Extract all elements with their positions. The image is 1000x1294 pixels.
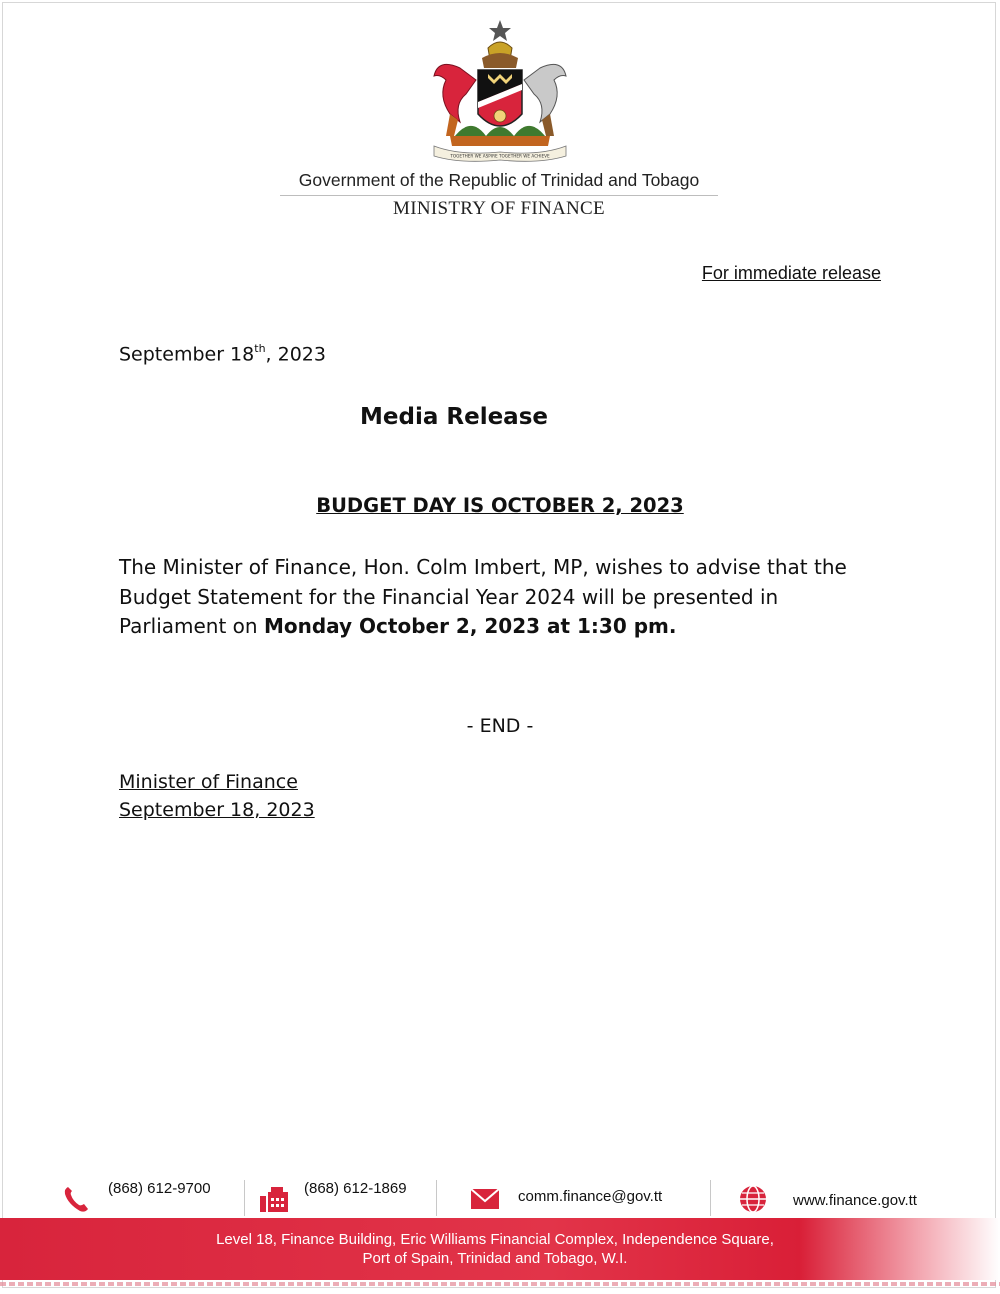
signatory-name: Minister of Finance	[119, 771, 298, 793]
email-icon	[470, 1188, 500, 1210]
document-title: Media Release	[360, 404, 548, 430]
footer-address-band	[0, 1218, 1000, 1280]
header-divider	[280, 195, 718, 196]
footer-dotted-border	[0, 1282, 1000, 1286]
ministry-name: MINISTRY OF FINANCE	[393, 198, 605, 219]
phone-icon	[62, 1184, 92, 1214]
address-line-1: Level 18, Finance Building, Eric Williams Financial Complex, Independence Square,	[216, 1231, 774, 1248]
coat-of-arms-icon	[420, 18, 580, 163]
release-date	[119, 343, 326, 365]
release-note: For immediate release	[701, 263, 881, 283]
body-text: The Minister of Finance, Hon. Colm Imbert, MP, wishes to advise that the Budget Statement for the Financial Year 2024 will be presented in Parliament on	[119, 555, 847, 638]
globe-icon	[738, 1184, 768, 1214]
signature-date: September 18, 2023	[119, 799, 315, 821]
release-date-suffix: th	[254, 342, 266, 355]
release-date-day: September 18	[119, 343, 255, 366]
release-date-year: , 2023	[265, 343, 326, 366]
contact-divider	[244, 1180, 245, 1216]
phone-number: (868) 612-9700	[108, 1180, 211, 1197]
government-name: Government of the Republic of Trinidad and Tobago	[298, 170, 700, 190]
fax-number: (868) 612-1869	[304, 1180, 407, 1197]
headline: BUDGET DAY IS OCTOBER 2, 2023	[316, 494, 684, 517]
email-address[interactable]: comm.finance@gov.tt	[518, 1188, 663, 1205]
contact-divider	[436, 1180, 437, 1216]
website-url[interactable]: www.finance.gov.tt	[793, 1192, 917, 1209]
body-paragraph	[119, 553, 879, 642]
contact-divider	[710, 1180, 711, 1216]
end-marker: - END -	[466, 715, 534, 737]
address-line-2: Port of Spain, Trinidad and Tobago, W.I.	[362, 1250, 628, 1267]
body-emphasis: Monday October 2, 2023 at 1:30 pm.	[263, 614, 677, 638]
svg-text:TOGETHER WE ASPIRE TOGETHER WE: TOGETHER WE ASPIRE TOGETHER WE ACHIEVE	[450, 153, 550, 159]
fax-icon	[258, 1186, 290, 1214]
